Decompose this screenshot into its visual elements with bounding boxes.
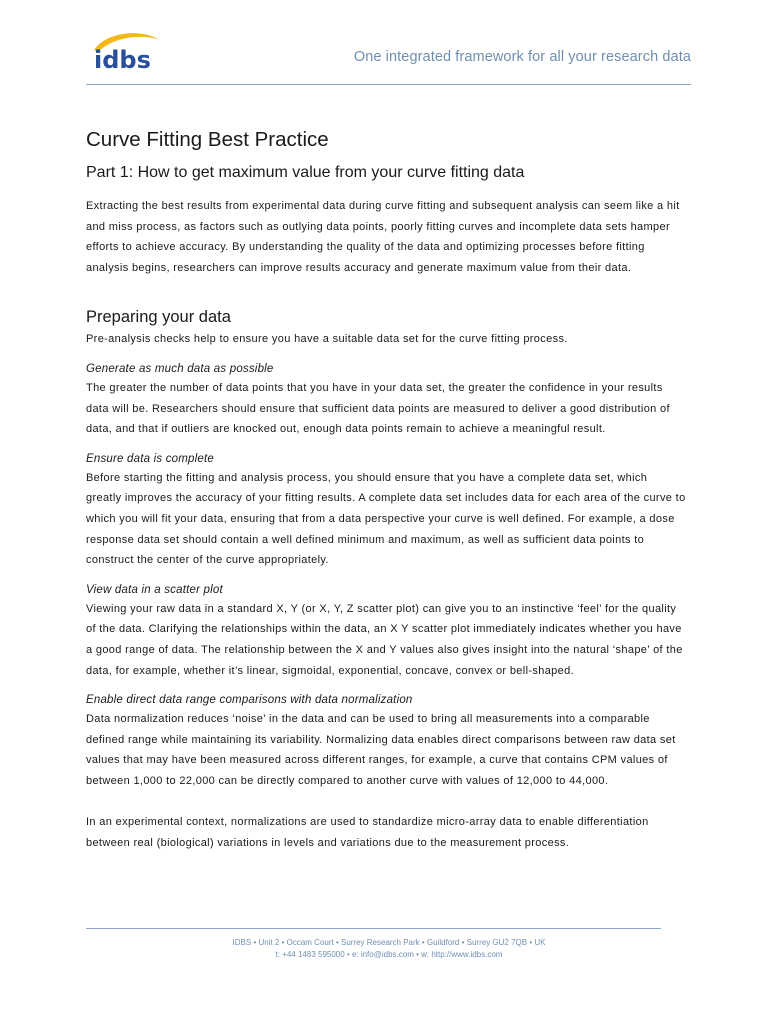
idbs-logo [88,28,178,76]
document-title: Curve Fitting Best Practice [86,128,329,151]
document-subtitle: Part 1: How to get maximum value from your curve fitting data [86,164,525,181]
header-divider [86,84,691,85]
section-heading: Preparing your data [86,308,231,327]
paragraph-spacer [86,791,686,812]
subsection-text: The greater the number of data points that you have in your data set, the greater the confidence in your results data will be. Researchers should ensure that sufficient data points are measured to deliver a good distribution of data, and that if outliers are knocked out, enough data points remain to achieve a meaningful result. [86,381,670,436]
section-intro: Pre-analysis checks help to ensure you have a suitable data set for the curve fitting process. [86,333,568,346]
intro-paragraph: Extracting the best results from experimental data during curve fitting and subsequent analysis can seem like a hit and miss process, as factors such as outlying data points, poorly fitting curves and incomplete data sets hamper efforts to achieve accuracy. By understanding the quality of the data and optimizing processes before fitting analysis begins, researchers can improve results accuracy and generate maximum value from their data. [86,200,680,274]
subsection-heading: View data in a scatter plot [86,583,223,596]
subsection-heading: Generate as much data as possible [86,362,274,375]
subsection-text: Before starting the fitting and analysis process, you should ensure that you have a complete data set, which greatly improves the accuracy of your fitting results. A complete data set includes data for each area of the curve to which you will fit your data, ensuring that from a data perspective your curve is well defined. For example, a dose response data set should contain a well defined minimum and maximum, as well as sufficient data points to construct the center of the curve appropriately. [86,471,686,567]
footer-address: IDBS • Unit 2 • Occam Court • Surrey Research Park • Guildford • Surrey GU2 7QB • UK [232,938,546,947]
footer-contact: t: +44 1483 595000 • e: info@idbs.com • w: http://www.idbs.com [275,950,503,959]
logo-text: idbs [94,46,151,74]
subsection-text-continued: In an experimental context, normalizations are used to standardize micro-array data to enable differentiation between real (biological) variations in levels and variations due to the measurement process. [86,816,649,850]
footer [0,937,768,961]
subsection-heading: Ensure data is complete [86,452,214,465]
subsection-text: Data normalization reduces ‘noise’ in the data and can be used to bring all measurements into a comparable defined range while maintaining its variability. Normalizing data enables direct comparisons between raw data set values that may have been measured across different ranges, for example, a curve that contains CPM values of between 1,000 to 22,000 can be directly compared to another curve with values of 12,000 to 44,000. [86,713,676,787]
subsection-heading: Enable direct data range comparisons with data normalization [86,694,413,707]
document-body [86,128,686,854]
footer-divider [86,928,661,929]
header-tagline: One integrated framework for all your research data [353,49,691,65]
subsection-text: Viewing your raw data in a standard X, Y (or X, Y, Z scatter plot) can give you to an instinctive ‘feel’ for the quality of the data. Clarifying the relationships within the data, an X Y scatter plot immediately indicates whether you have a good range of data. The relationship between the X and Y values also gives insight into the natural ‘shape’ of the data, for example, whether it’s linear, sigmoidal, exponential, concave, convex or bell-shaped. [86,602,683,677]
